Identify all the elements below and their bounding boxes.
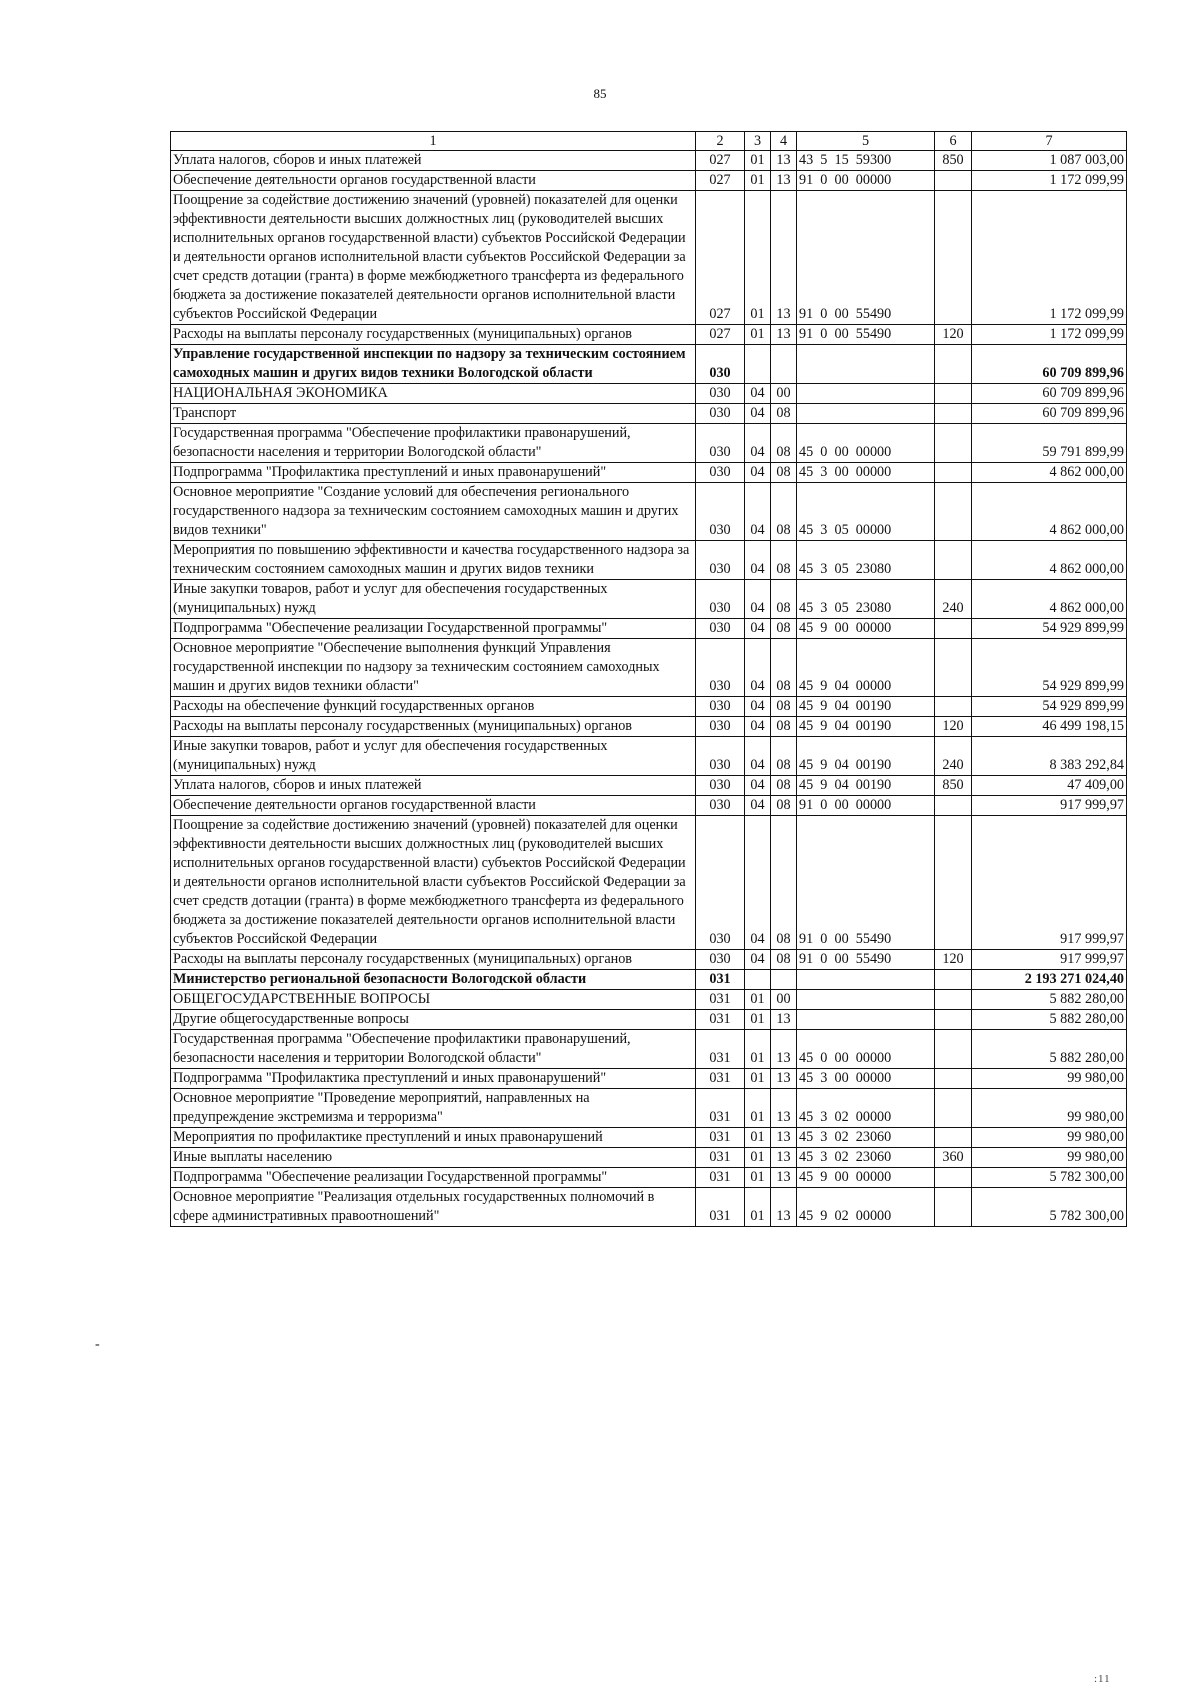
row-amount-cell: 5 882 280,00 <box>972 990 1127 1010</box>
row-subsection-code-cell: 08 <box>771 737 797 776</box>
row-name-cell: ОБЩЕГОСУДАРСТВЕННЫЕ ВОПРОСЫ <box>171 990 696 1010</box>
row-target-article-cell: 45 9 04 00190 <box>797 697 935 717</box>
row-grbs-code-cell: 031 <box>696 1148 745 1168</box>
row-amount-cell: 1 172 099,99 <box>972 191 1127 325</box>
table-row <box>171 171 1127 191</box>
row-subsection-code-cell: 13 <box>771 191 797 325</box>
row-grbs-code-cell: 030 <box>696 776 745 796</box>
row-grbs-code-cell: 030 <box>696 619 745 639</box>
budget-table <box>170 131 1127 1227</box>
row-target-article-cell: 45 9 02 00000 <box>797 1188 935 1227</box>
row-section-code-cell: 04 <box>745 737 771 776</box>
row-expense-type-cell: 120 <box>935 717 972 737</box>
table-row <box>171 990 1127 1010</box>
row-target-article-cell: 45 9 00 00000 <box>797 619 935 639</box>
table-row <box>171 697 1127 717</box>
table-row <box>171 384 1127 404</box>
row-expense-type-cell: 850 <box>935 151 972 171</box>
row-subsection-code-cell: 13 <box>771 1148 797 1168</box>
table-header-row <box>171 132 1127 151</box>
row-grbs-code-cell: 030 <box>696 384 745 404</box>
row-name-cell: Мероприятия по профилактике преступлений и иных правонарушений <box>171 1128 696 1148</box>
row-amount-cell: 1 087 003,00 <box>972 151 1127 171</box>
row-section-code-cell: 04 <box>745 404 771 424</box>
row-grbs-code-cell: 030 <box>696 717 745 737</box>
row-target-article-cell <box>797 990 935 1010</box>
row-section-code-cell: 01 <box>745 1188 771 1227</box>
row-target-article-cell: 45 0 00 00000 <box>797 424 935 463</box>
row-amount-cell: 1 172 099,99 <box>972 171 1127 191</box>
row-target-article-cell: 91 0 00 55490 <box>797 816 935 950</box>
row-section-code-cell: 04 <box>745 463 771 483</box>
row-name-cell: Обеспечение деятельности органов государственной власти <box>171 171 696 191</box>
row-amount-cell: 4 862 000,00 <box>972 483 1127 541</box>
row-target-article-cell: 45 3 02 23060 <box>797 1148 935 1168</box>
row-name-cell: Поощрение за содействие достижению значений (уровней) показателей для оценки эффективности деятельности высших должностных лиц (руководителей высших исполнительных органов государственной власти) субъектов Российской Федерации и деятельности органов исполнительной власти субъектов Российской Федерации за счет средств дотации (гранта) в форме межбюджетного трансферта из федерального бюджета за достижение показателей деятельности органов исполнительной власти субъектов Российской Федерации <box>171 191 696 325</box>
row-grbs-code-cell: 030 <box>696 541 745 580</box>
row-name-cell: Другие общегосударственные вопросы <box>171 1010 696 1030</box>
row-expense-type-cell: 120 <box>935 950 972 970</box>
row-expense-type-cell <box>935 541 972 580</box>
row-grbs-code-cell: 030 <box>696 580 745 619</box>
row-amount-cell: 917 999,97 <box>972 796 1127 816</box>
row-expense-type-cell <box>935 1030 972 1069</box>
row-amount-cell: 46 499 198,15 <box>972 717 1127 737</box>
row-subsection-code-cell: 08 <box>771 541 797 580</box>
row-name-cell: Поощрение за содействие достижению значений (уровней) показателей для оценки эффективности деятельности высших должностных лиц (руководителей высших исполнительных органов государственной власти) субъектов Российской Федерации и деятельности органов исполнительной власти субъектов Российской Федерации за счет средств дотации (гранта) в форме межбюджетного трансферта из федерального бюджета за достижение показателей деятельности органов исполнительной власти субъектов Российской Федерации <box>171 816 696 950</box>
row-subsection-code-cell: 08 <box>771 619 797 639</box>
row-expense-type-cell <box>935 463 972 483</box>
row-amount-cell: 917 999,97 <box>972 816 1127 950</box>
row-amount-cell: 5 882 280,00 <box>972 1030 1127 1069</box>
row-subsection-code-cell: 13 <box>771 1188 797 1227</box>
row-name-cell: Основное мероприятие "Обеспечение выполнения функций Управления государственной инспекции по надзору за техническим состоянием самоходных машин и других видов техники области" <box>171 639 696 697</box>
row-expense-type-cell: 850 <box>935 776 972 796</box>
table-row <box>171 151 1127 171</box>
header-cell: 4 <box>771 132 797 151</box>
row-amount-cell: 60 709 899,96 <box>972 404 1127 424</box>
row-target-article-cell: 45 3 00 00000 <box>797 463 935 483</box>
table-row <box>171 1030 1127 1069</box>
row-grbs-code-cell: 031 <box>696 1188 745 1227</box>
row-section-code-cell: 04 <box>745 796 771 816</box>
row-target-article-cell: 91 0 00 55490 <box>797 191 935 325</box>
row-amount-cell: 99 980,00 <box>972 1069 1127 1089</box>
row-amount-cell: 4 862 000,00 <box>972 463 1127 483</box>
row-name-cell: Расходы на выплаты персоналу государственных (муниципальных) органов <box>171 950 696 970</box>
row-section-code-cell: 04 <box>745 697 771 717</box>
row-subsection-code-cell: 08 <box>771 463 797 483</box>
row-amount-cell: 60 709 899,96 <box>972 345 1127 384</box>
row-section-code-cell: 04 <box>745 619 771 639</box>
margin-mark: - <box>95 1337 100 1352</box>
row-subsection-code-cell: 08 <box>771 580 797 619</box>
row-target-article-cell <box>797 345 935 384</box>
row-target-article-cell: 45 9 04 00000 <box>797 639 935 697</box>
row-name-cell: НАЦИОНАЛЬНАЯ ЭКОНОМИКА <box>171 384 696 404</box>
row-name-cell: Иные закупки товаров, работ и услуг для обеспечения государственных (муниципальных) нужд <box>171 580 696 619</box>
row-section-code-cell: 01 <box>745 1168 771 1188</box>
row-section-code-cell: 04 <box>745 717 771 737</box>
table-row <box>171 776 1127 796</box>
row-target-article-cell <box>797 404 935 424</box>
row-name-cell: Основное мероприятие "Создание условий для обеспечения регионального государственного надзора за техническим состоянием самоходных машин и других видов техники" <box>171 483 696 541</box>
row-section-code-cell: 04 <box>745 950 771 970</box>
row-name-cell: Уплата налогов, сборов и иных платежей <box>171 776 696 796</box>
row-target-article-cell: 45 3 02 23060 <box>797 1128 935 1148</box>
header-cell: 1 <box>171 132 696 151</box>
row-name-cell: Государственная программа "Обеспечение профилактики правонарушений, безопасности населения и территории Вологодской области" <box>171 1030 696 1069</box>
row-name-cell: Обеспечение деятельности органов государственной власти <box>171 796 696 816</box>
row-expense-type-cell <box>935 697 972 717</box>
row-subsection-code-cell: 00 <box>771 990 797 1010</box>
row-subsection-code-cell: 13 <box>771 1089 797 1128</box>
row-expense-type-cell <box>935 345 972 384</box>
row-expense-type-cell <box>935 424 972 463</box>
row-grbs-code-cell: 031 <box>696 1030 745 1069</box>
row-grbs-code-cell: 031 <box>696 1069 745 1089</box>
row-grbs-code-cell: 031 <box>696 1128 745 1148</box>
row-target-article-cell: 45 9 04 00190 <box>797 717 935 737</box>
row-subsection-code-cell: 13 <box>771 1069 797 1089</box>
row-section-code-cell: 01 <box>745 325 771 345</box>
row-section-code-cell <box>745 345 771 384</box>
table-row <box>171 345 1127 384</box>
table-row <box>171 404 1127 424</box>
row-subsection-code-cell: 13 <box>771 1168 797 1188</box>
row-grbs-code-cell: 030 <box>696 737 745 776</box>
row-expense-type-cell <box>935 970 972 990</box>
row-name-cell: Мероприятия по повышению эффективности и качества государственного надзора за техническим состоянием самоходных машин и других видов техники <box>171 541 696 580</box>
table-row <box>171 483 1127 541</box>
row-subsection-code-cell <box>771 345 797 384</box>
table-row <box>171 1089 1127 1128</box>
row-expense-type-cell <box>935 619 972 639</box>
row-amount-cell: 99 980,00 <box>972 1089 1127 1128</box>
row-section-code-cell: 01 <box>745 1069 771 1089</box>
row-grbs-code-cell: 030 <box>696 697 745 717</box>
row-amount-cell: 2 193 271 024,40 <box>972 970 1127 990</box>
header-cell: 3 <box>745 132 771 151</box>
row-subsection-code-cell: 08 <box>771 776 797 796</box>
row-amount-cell: 54 929 899,99 <box>972 619 1127 639</box>
row-target-article-cell: 45 3 05 00000 <box>797 483 935 541</box>
row-amount-cell: 99 980,00 <box>972 1128 1127 1148</box>
row-target-article-cell <box>797 970 935 990</box>
row-section-code-cell: 04 <box>745 776 771 796</box>
row-target-article-cell: 91 0 00 55490 <box>797 325 935 345</box>
row-name-cell: Основное мероприятие "Проведение мероприятий, направленных на предупреждение экстремизма и терроризма" <box>171 1089 696 1128</box>
row-amount-cell: 8 383 292,84 <box>972 737 1127 776</box>
row-expense-type-cell <box>935 1069 972 1089</box>
row-expense-type-cell <box>935 990 972 1010</box>
row-section-code-cell <box>745 970 771 990</box>
row-grbs-code-cell: 031 <box>696 1010 745 1030</box>
header-cell: 2 <box>696 132 745 151</box>
table-row <box>171 191 1127 325</box>
row-section-code-cell: 01 <box>745 151 771 171</box>
row-amount-cell: 4 862 000,00 <box>972 580 1127 619</box>
row-amount-cell: 1 172 099,99 <box>972 325 1127 345</box>
table-row <box>171 541 1127 580</box>
row-expense-type-cell <box>935 639 972 697</box>
row-grbs-code-cell: 030 <box>696 345 745 384</box>
row-target-article-cell: 45 3 00 00000 <box>797 1069 935 1089</box>
row-section-code-cell: 01 <box>745 1128 771 1148</box>
row-name-cell: Подпрограмма "Обеспечение реализации Государственной программы" <box>171 619 696 639</box>
row-name-cell: Расходы на обеспечение функций государственных органов <box>171 697 696 717</box>
row-section-code-cell: 01 <box>745 1030 771 1069</box>
row-grbs-code-cell: 027 <box>696 151 745 171</box>
row-subsection-code-cell: 13 <box>771 1010 797 1030</box>
row-name-cell: Расходы на выплаты персоналу государственных (муниципальных) органов <box>171 325 696 345</box>
table-row <box>171 1168 1127 1188</box>
row-subsection-code-cell: 08 <box>771 697 797 717</box>
row-grbs-code-cell: 030 <box>696 796 745 816</box>
row-subsection-code-cell: 08 <box>771 816 797 950</box>
table-row <box>171 325 1127 345</box>
row-subsection-code-cell: 13 <box>771 151 797 171</box>
row-subsection-code-cell: 08 <box>771 796 797 816</box>
row-target-article-cell: 45 9 00 00000 <box>797 1168 935 1188</box>
row-subsection-code-cell: 08 <box>771 483 797 541</box>
row-subsection-code-cell: 08 <box>771 404 797 424</box>
row-subsection-code-cell <box>771 970 797 990</box>
row-target-article-cell: 91 0 00 55490 <box>797 950 935 970</box>
row-section-code-cell: 04 <box>745 483 771 541</box>
row-expense-type-cell <box>935 1128 972 1148</box>
row-expense-type-cell <box>935 1188 972 1227</box>
row-grbs-code-cell: 030 <box>696 816 745 950</box>
row-grbs-code-cell: 027 <box>696 191 745 325</box>
row-name-cell: Иные закупки товаров, работ и услуг для обеспечения государственных (муниципальных) нужд <box>171 737 696 776</box>
table-row <box>171 1010 1127 1030</box>
row-name-cell: Расходы на выплаты персоналу государственных (муниципальных) органов <box>171 717 696 737</box>
row-target-article-cell: 43 5 15 59300 <box>797 151 935 171</box>
table-row <box>171 717 1127 737</box>
row-amount-cell: 5 782 300,00 <box>972 1188 1127 1227</box>
row-grbs-code-cell: 030 <box>696 404 745 424</box>
row-target-article-cell: 91 0 00 00000 <box>797 796 935 816</box>
row-grbs-code-cell: 030 <box>696 463 745 483</box>
row-name-cell: Государственная программа "Обеспечение профилактики правонарушений, безопасности населения и территории Вологодской области" <box>171 424 696 463</box>
row-expense-type-cell <box>935 816 972 950</box>
row-grbs-code-cell: 030 <box>696 950 745 970</box>
table-row <box>171 1148 1127 1168</box>
row-grbs-code-cell: 031 <box>696 1168 745 1188</box>
table-row <box>171 1128 1127 1148</box>
row-name-cell: Подпрограмма "Профилактика преступлений и иных правонарушений" <box>171 1069 696 1089</box>
row-section-code-cell: 04 <box>745 816 771 950</box>
row-section-code-cell: 01 <box>745 1010 771 1030</box>
row-section-code-cell: 01 <box>745 191 771 325</box>
row-amount-cell: 99 980,00 <box>972 1148 1127 1168</box>
row-amount-cell: 5 782 300,00 <box>972 1168 1127 1188</box>
row-name-cell: Транспорт <box>171 404 696 424</box>
row-expense-type-cell <box>935 1010 972 1030</box>
row-subsection-code-cell: 08 <box>771 717 797 737</box>
row-section-code-cell: 01 <box>745 1089 771 1128</box>
row-target-article-cell: 45 9 04 00190 <box>797 776 935 796</box>
row-grbs-code-cell: 030 <box>696 424 745 463</box>
row-amount-cell: 47 409,00 <box>972 776 1127 796</box>
row-amount-cell: 54 929 899,99 <box>972 639 1127 697</box>
row-section-code-cell: 04 <box>745 580 771 619</box>
row-amount-cell: 60 709 899,96 <box>972 384 1127 404</box>
row-target-article-cell: 45 0 00 00000 <box>797 1030 935 1069</box>
table-row <box>171 424 1127 463</box>
table-row <box>171 970 1127 990</box>
row-subsection-code-cell: 08 <box>771 639 797 697</box>
table-row <box>171 1069 1127 1089</box>
row-grbs-code-cell: 027 <box>696 171 745 191</box>
corner-mark: :11 <box>1094 1673 1111 1685</box>
header-cell: 6 <box>935 132 972 151</box>
row-expense-type-cell: 240 <box>935 580 972 619</box>
row-name-cell: Подпрограмма "Обеспечение реализации Государственной программы" <box>171 1168 696 1188</box>
table-row <box>171 737 1127 776</box>
row-subsection-code-cell: 13 <box>771 1030 797 1069</box>
row-amount-cell: 54 929 899,99 <box>972 697 1127 717</box>
header-cell: 7 <box>972 132 1127 151</box>
table-row <box>171 816 1127 950</box>
row-target-article-cell: 45 9 04 00190 <box>797 737 935 776</box>
row-expense-type-cell <box>935 384 972 404</box>
row-section-code-cell: 01 <box>745 1148 771 1168</box>
row-target-article-cell: 45 3 05 23080 <box>797 541 935 580</box>
row-name-cell: Управление государственной инспекции по надзору за техническим состоянием самоходных машин и других видов техники Вологодской области <box>171 345 696 384</box>
table-row <box>171 463 1127 483</box>
row-name-cell: Основное мероприятие "Реализация отдельных государственных полномочий в сфере административных правоотношений" <box>171 1188 696 1227</box>
row-expense-type-cell: 360 <box>935 1148 972 1168</box>
row-name-cell: Уплата налогов, сборов и иных платежей <box>171 151 696 171</box>
row-amount-cell: 4 862 000,00 <box>972 541 1127 580</box>
row-subsection-code-cell: 00 <box>771 384 797 404</box>
row-subsection-code-cell: 13 <box>771 325 797 345</box>
row-name-cell: Министерство региональной безопасности Вологодской области <box>171 970 696 990</box>
row-section-code-cell: 04 <box>745 541 771 580</box>
row-amount-cell: 59 791 899,99 <box>972 424 1127 463</box>
row-section-code-cell: 04 <box>745 639 771 697</box>
table-row <box>171 639 1127 697</box>
row-expense-type-cell: 120 <box>935 325 972 345</box>
row-section-code-cell: 04 <box>745 384 771 404</box>
row-amount-cell: 917 999,97 <box>972 950 1127 970</box>
row-target-article-cell <box>797 1010 935 1030</box>
row-expense-type-cell <box>935 796 972 816</box>
row-grbs-code-cell: 027 <box>696 325 745 345</box>
row-amount-cell: 5 882 280,00 <box>972 1010 1127 1030</box>
row-grbs-code-cell: 030 <box>696 639 745 697</box>
table-row <box>171 619 1127 639</box>
row-name-cell: Иные выплаты населению <box>171 1148 696 1168</box>
row-expense-type-cell <box>935 404 972 424</box>
page-number: 85 <box>593 86 607 101</box>
row-section-code-cell: 01 <box>745 990 771 1010</box>
row-grbs-code-cell: 031 <box>696 990 745 1010</box>
table-row <box>171 580 1127 619</box>
row-expense-type-cell <box>935 483 972 541</box>
row-name-cell: Подпрограмма "Профилактика преступлений и иных правонарушений" <box>171 463 696 483</box>
row-target-article-cell: 45 3 02 00000 <box>797 1089 935 1128</box>
row-expense-type-cell <box>935 1168 972 1188</box>
row-expense-type-cell <box>935 1089 972 1128</box>
row-expense-type-cell <box>935 191 972 325</box>
table-row <box>171 1188 1127 1227</box>
table-row <box>171 950 1127 970</box>
row-section-code-cell: 01 <box>745 171 771 191</box>
row-subsection-code-cell: 08 <box>771 424 797 463</box>
row-expense-type-cell <box>935 171 972 191</box>
row-target-article-cell: 91 0 00 00000 <box>797 171 935 191</box>
table-row <box>171 796 1127 816</box>
row-target-article-cell: 45 3 05 23080 <box>797 580 935 619</box>
row-grbs-code-cell: 031 <box>696 970 745 990</box>
budget-table-container <box>170 131 1126 1227</box>
row-subsection-code-cell: 13 <box>771 171 797 191</box>
row-target-article-cell <box>797 384 935 404</box>
budget-table-body <box>171 132 1127 1227</box>
row-grbs-code-cell: 030 <box>696 483 745 541</box>
row-grbs-code-cell: 031 <box>696 1089 745 1128</box>
row-subsection-code-cell: 08 <box>771 950 797 970</box>
row-expense-type-cell: 240 <box>935 737 972 776</box>
row-section-code-cell: 04 <box>745 424 771 463</box>
row-subsection-code-cell: 13 <box>771 1128 797 1148</box>
header-cell: 5 <box>797 132 935 151</box>
